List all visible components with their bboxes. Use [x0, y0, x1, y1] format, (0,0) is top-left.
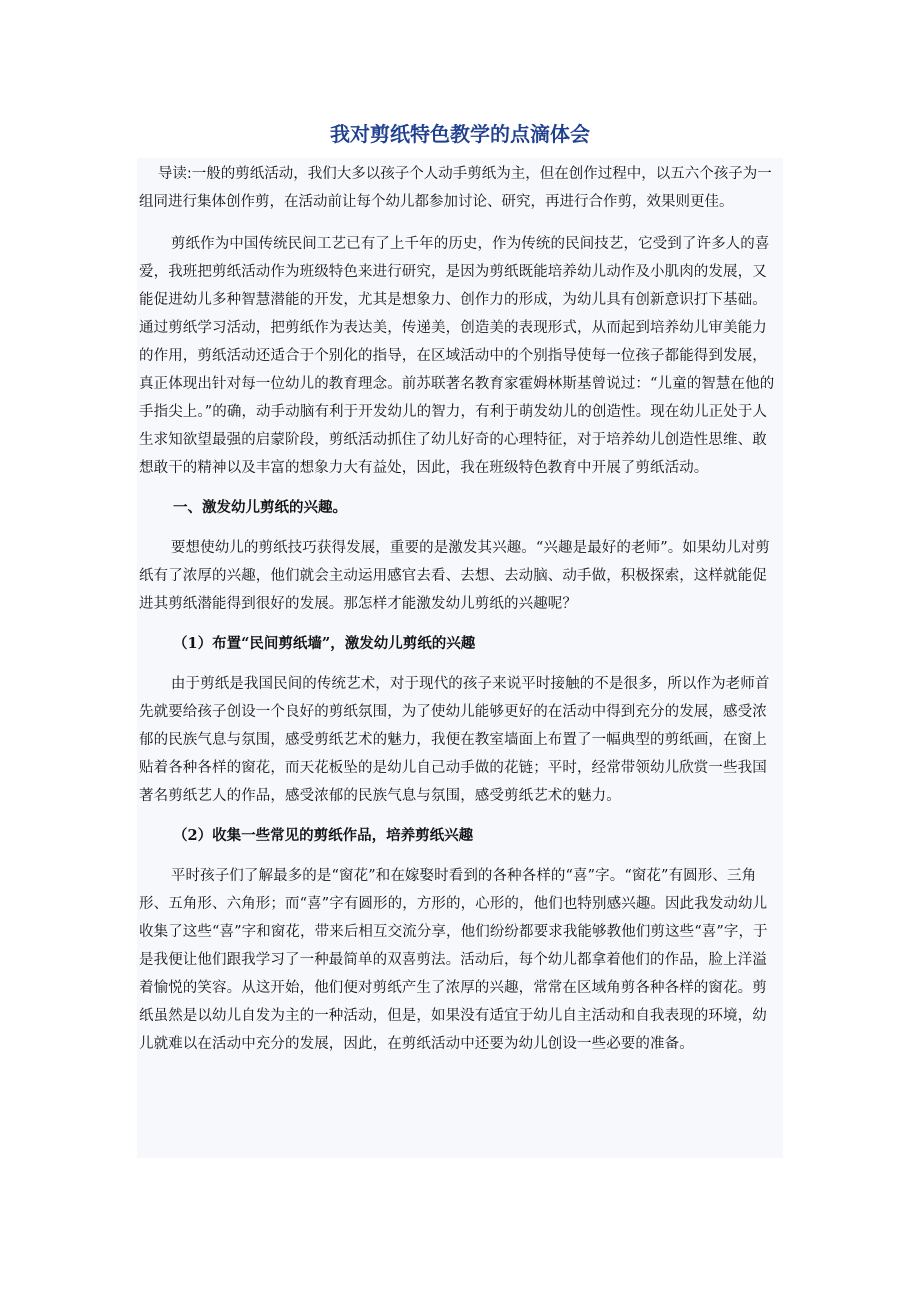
- spacer: [137, 482, 783, 494]
- lead-paragraph: 导读:一般的剪纸活动，我们大多以孩子个人动手剪纸为主，但在创作过程中，以五六个孩子为一组同进行集体创作剪，在活动前让每个幼儿都参加讨论、研究，再进行合作剪，效果则更佳。: [139, 166, 772, 210]
- spacer: [137, 658, 783, 670]
- sub-paragraph-2: 平时孩子们了解最多的是“窗花”和在嫁娶时看到的各种各样的“喜”字。“窗花”有圆形、三角形、五角形、六角形；而“喜”字有圆形的，方形的，心形的，他们也特别感兴趣。因此我发动幼儿收集了这些“喜”字和窗花，带来后相互交流分享，他们纷纷都要求我能够教他们剪这些“喜”字，于是我便让他们跟我学习了一种最简单的双喜剪法。活动后，每个幼儿都拿着他们的作品，脸上洋溢着愉悦的笑容。从这开始，他们便对剪纸产生了浓厚的兴趣，常常在区域角剪各种各样的窗花。剪纸虽然是以幼儿自发为主的一种活动，但是，如果没有适宜于幼儿自主活动和自我表现的环境，幼儿就难以在活动中充分的发展，因此，在剪纸活动中还要为幼儿创设一些必要的准备。: [139, 868, 768, 1052]
- intro-paragraph: 剪纸作为中国传统民间工艺已有了上千年的历史，作为传统的民间技艺，它受到了许多人的喜爱，我班把剪纸活动作为班级特色来进行研究，是因为剪纸既能培养幼儿动作及小肌肉的发展，又能促进幼儿多种智慧潜能的开发，尤其是想象力、创作力的形成，为幼儿具有创新意识打下基础。通过剪纸学习活动，把剪纸作为表达美，传递美，创造美的表现形式，从而起到培养幼儿审美能力的作用，剪纸活动还适合于个别化的指导，在区域活动中的个别指导使每一位孩子都能得到发展，真正体现出针对每一位幼儿的教育理念。前苏联著名教育家霍姆林斯基曾说过：“儿童的智慧在他的手指尖上。”的确，动手动脑有利于开发幼儿的智力，有利于萌发幼儿的创造性。现在幼儿正处于人生求知欲望最强的启蒙阶段，剪纸活动抓住了幼儿好奇的心理特征，对于培养幼儿创造性思维、敢想敢干的精神以及丰富的想象力大有益处，因此，我在班级特色教育中开展了剪纸活动。: [139, 236, 775, 476]
- section-paragraph-1: 要想使幼儿的剪纸技巧获得发展，重要的是激发其兴趣。“兴趣是最好的老师”。如果幼儿对剪纸有了浓厚的兴趣，他们就会主动运用感官去看、去想、去动脑、动手做，积极探索，这样就能促进其剪纸潜能得到很好的发展。那怎样才能激发幼儿剪纸的兴趣呢？: [139, 540, 770, 612]
- sub-heading-1: （1）布置“民间剪纸墙”，激发幼儿剪纸的兴趣: [173, 635, 476, 652]
- spacer: [137, 810, 783, 822]
- sub-heading-2: （2）收集一些常见的剪纸作品，培养剪纸兴趣: [173, 827, 474, 844]
- spacer: [137, 850, 783, 862]
- spacer: [137, 216, 783, 230]
- article-body: [137, 158, 783, 1158]
- spacer: [137, 522, 783, 534]
- section-heading-1: 一、激发幼儿剪纸的兴趣。: [173, 499, 347, 516]
- document-title: 我对剪纸特色教学的点滴体会: [330, 122, 590, 146]
- spacer: [137, 618, 783, 630]
- sub-paragraph-1: 由于剪纸是我国民间的传统艺术，对于现代的孩子来说平时接触的不是很多，所以作为老师首先就要给孩子创设一个良好的剪纸氛围，为了使幼儿能够更好的在活动中得到充分的发展，感受浓郁的民族气息与氛围，感受剪纸艺术的魅力，我便在教室墙面上布置了一幅典型的剪纸画，在窗上贴着各种各样的窗花，而天花板坠的是幼儿自己动手做的花链；平时，经常带领幼儿欣赏一些我国著名剪纸艺人的作品，感受浓郁的民族气息与氛围，感受剪纸艺术的魅力。: [139, 676, 770, 804]
